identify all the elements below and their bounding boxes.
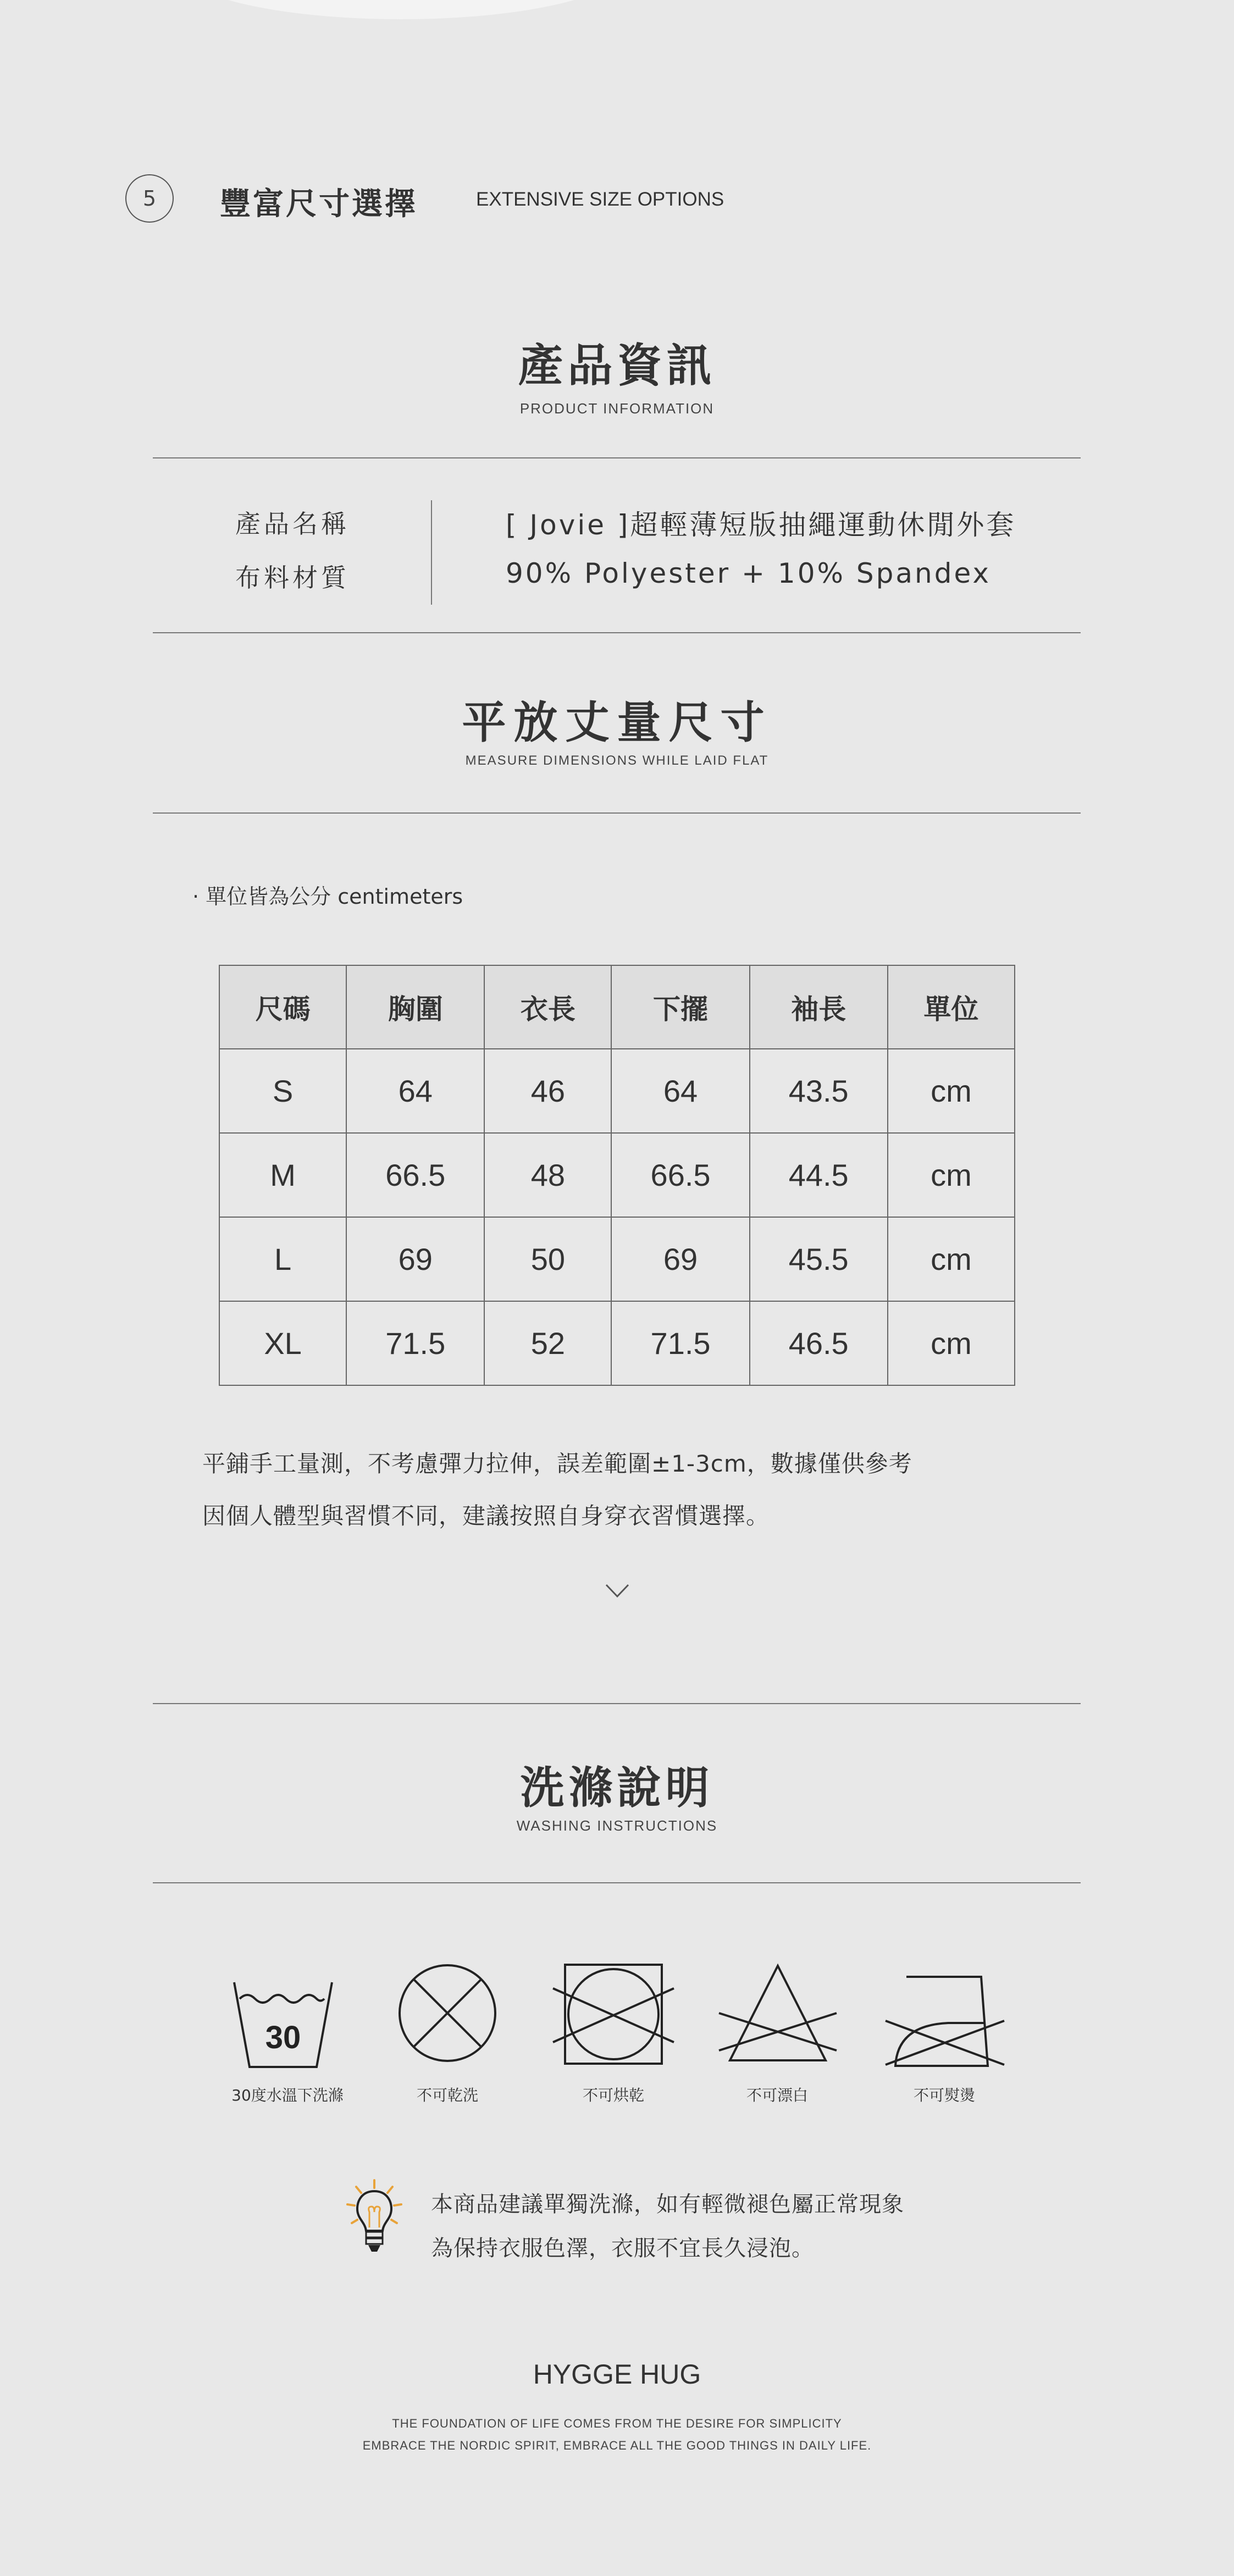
no-tumble-dry-icon [550,1960,677,2070]
col-header: 尺碼 [219,965,346,1049]
unit-note: · 單位皆為公分 centimeters [192,885,463,909]
washing-tip: 本商品建議單獨洗滌，如有輕微褪色屬正常現象 [431,2192,904,2217]
divider [153,812,1081,814]
table-cell: cm [888,1049,1015,1133]
washing-title: 洗滌說明 [520,1762,714,1814]
table-cell: L [219,1217,346,1301]
product-name-label: 產品名稱 [235,509,350,539]
table-cell: 64 [346,1049,484,1133]
table-cell: 45.5 [750,1217,888,1301]
wash-label: 不可漂白 [746,2086,808,2104]
table-cell: 46.5 [750,1301,888,1385]
washing-tip: 為保持衣服色澤，衣服不宜長久浸泡。 [431,2236,814,2261]
table-cell: XL [219,1301,346,1385]
table-cell: 44.5 [750,1133,888,1217]
table-cell: cm [888,1217,1015,1301]
section-title: 豐富尺寸選擇 [220,186,418,222]
size-table [219,965,1015,1386]
table-cell: 66.5 [346,1133,484,1217]
measure-subtitle: MEASURE DIMENSIONS WHILE LAID FLAT [465,753,769,768]
col-header: 胸圍 [346,965,484,1049]
table-cell: S [219,1049,346,1133]
table-header-row [219,965,1015,1049]
table-row [219,1049,1015,1133]
divider [153,632,1081,633]
product-info-title: 產品資訊 [518,340,716,392]
table-row [219,1133,1015,1217]
product-name-value: [ Jovie ]超輕薄短版抽繩運動休閒外套 [506,509,1016,541]
top-decorative-arc [176,0,627,19]
divider [153,1882,1081,1883]
no-bleach-icon [716,1963,840,2067]
brand-name: HYGGE HUG [533,2359,701,2390]
table-cell: 48 [484,1133,611,1217]
table-cell: 69 [346,1217,484,1301]
wash-label: 不可烘乾 [582,2086,644,2104]
wash-30-icon [231,1978,335,2071]
product-info-subtitle: PRODUCT INFORMATION [519,400,715,417]
table-cell: 71.5 [611,1301,749,1385]
fabric-label: 布料材質 [235,563,350,593]
table-cell: 64 [611,1049,749,1133]
washing-subtitle: WASHING INSTRUCTIONS [516,1817,718,1834]
chevron-down-icon [605,1583,630,1599]
table-cell: M [219,1133,346,1217]
col-header: 單位 [888,965,1015,1049]
no-iron-icon [882,1972,1006,2071]
measure-note: 因個人體型與習慣不同，建議按照自身穿衣習慣選擇。 [202,1502,770,1529]
table-row [219,1217,1015,1301]
table-cell: 50 [484,1217,611,1301]
fabric-value: 90% Polyester + 10% Spandex [506,557,991,589]
col-header: 衣長 [484,965,611,1049]
no-dry-clean-icon [397,1963,498,2064]
col-header: 袖長 [750,965,888,1049]
table-cell: 66.5 [611,1133,749,1217]
brand-tagline: THE FOUNDATION OF LIFE COMES FROM THE DESIRE FOR SIMPLICITY [392,2417,842,2430]
measure-title: 平放丈量尺寸 [462,697,772,748]
measure-note: 平鋪手工量測，不考慮彈力拉伸，誤差範圍±1-3cm，數據僅供參考 [202,1450,912,1477]
wash-label: 30度水溫下洗滌 [231,2086,344,2104]
lightbulb-icon [345,2178,403,2255]
table-cell: cm [888,1133,1015,1217]
table-cell: 69 [611,1217,749,1301]
wash-label: 不可熨燙 [913,2086,975,2104]
table-cell: cm [888,1301,1015,1385]
table-cell: 71.5 [346,1301,484,1385]
section-number-badge: 5 [125,174,174,223]
table-row [219,1301,1015,1385]
table-cell: 46 [484,1049,611,1133]
divider [153,1703,1081,1704]
info-divider [431,500,432,605]
brand-tagline: EMBRACE THE NORDIC SPIRIT, EMBRACE ALL THE GOOD THINGS IN DAILY LIFE. [362,2439,872,2452]
wash-label: 不可乾洗 [416,2086,478,2104]
divider [153,457,1081,458]
table-cell: 43.5 [750,1049,888,1133]
table-cell: 52 [484,1301,611,1385]
col-header: 下擺 [611,965,749,1049]
section-subtitle: EXTENSIVE SIZE OPTIONS [476,189,724,210]
wash-temp-number: 30 [265,2020,301,2055]
